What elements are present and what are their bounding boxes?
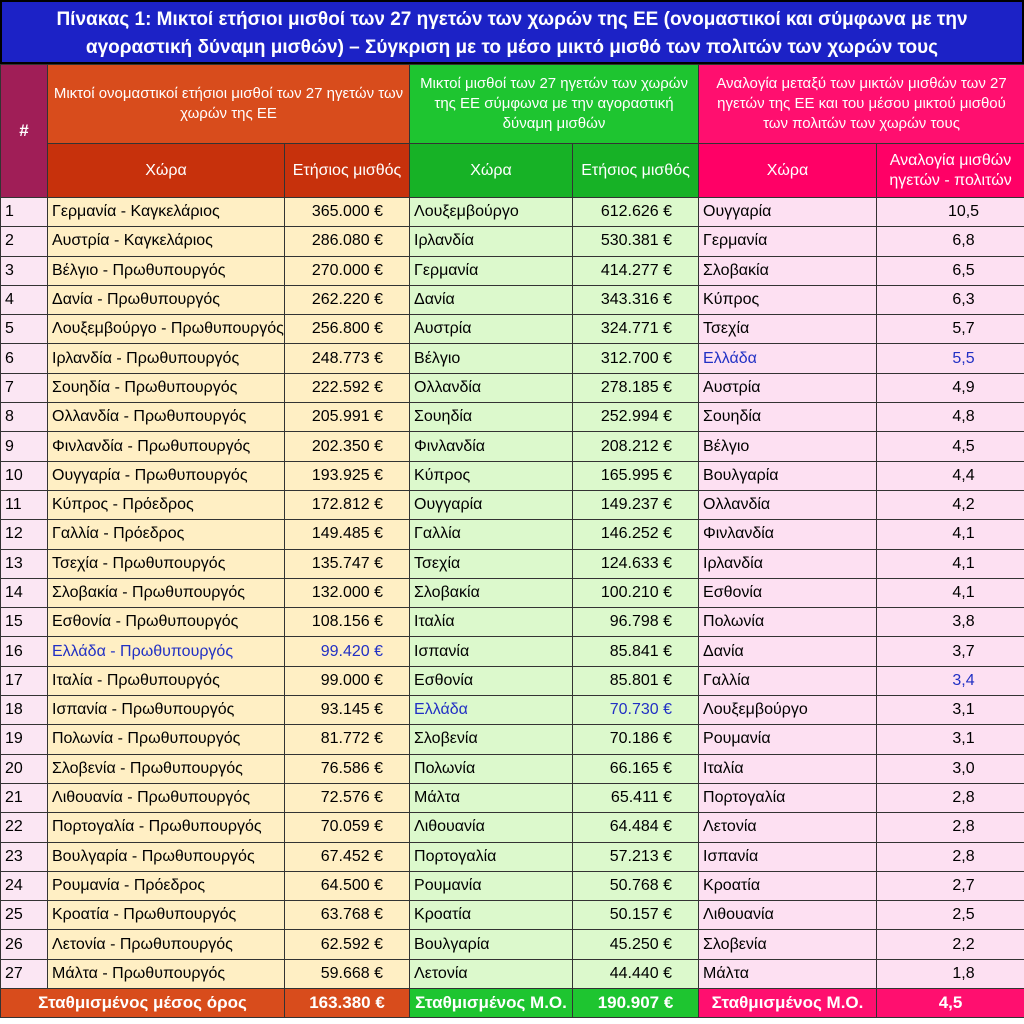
ratio-cell: 2,8 bbox=[877, 813, 1024, 842]
ratio-country-cell: Εσθονία bbox=[699, 578, 877, 607]
row-number: 24 bbox=[1, 871, 48, 900]
nominal-salary-cell: 67.452 € bbox=[285, 842, 410, 871]
nominal-salary-cell: 149.485 € bbox=[285, 520, 410, 549]
ratio-header: Αναλογία μισθών ηγετών - πολιτών bbox=[877, 144, 1024, 198]
table-row bbox=[1, 901, 1024, 930]
nominal-salary-cell: 62.592 € bbox=[285, 930, 410, 959]
leader-country-cell: Λετονία - Πρωθυπουργός bbox=[48, 930, 285, 959]
ppp-country-cell: Ουγγαρία bbox=[410, 490, 573, 519]
ratio-country-cell: Βουλγαρία bbox=[699, 461, 877, 490]
row-number: 2 bbox=[1, 227, 48, 256]
table-row bbox=[1, 285, 1024, 314]
table-row bbox=[1, 315, 1024, 344]
row-number: 12 bbox=[1, 520, 48, 549]
leader-country-cell: Ιταλία - Πρωθυπουργός bbox=[48, 666, 285, 695]
ratio-country-cell: Δανία bbox=[699, 637, 877, 666]
footer-label-3: Σταθμισμένος Μ.Ο. bbox=[699, 989, 877, 1018]
ppp-salary-cell: 124.633 € bbox=[573, 549, 699, 578]
leader-country-cell: Σλοβενία - Πρωθυπουργός bbox=[48, 754, 285, 783]
ratio-cell: 6,8 bbox=[877, 227, 1024, 256]
title-line-2: αγοραστική δύναμη μισθών) – Σύγκριση με το μέσο μικτό μισθό των πολιτών των χωρών τους bbox=[85, 37, 939, 58]
leader-country-cell: Κροατία - Πρωθυπουργός bbox=[48, 901, 285, 930]
table-row bbox=[1, 725, 1024, 754]
ppp-salary-cell: 146.252 € bbox=[573, 520, 699, 549]
leader-country-cell: Μάλτα - Πρωθυπουργός bbox=[48, 959, 285, 988]
leader-country-cell: Ελλάδα - Πρωθυπουργός bbox=[48, 637, 285, 666]
ratio-cell: 2,5 bbox=[877, 901, 1024, 930]
ratio-country-cell: Γαλλία bbox=[699, 666, 877, 695]
nominal-salary-cell: 256.800 € bbox=[285, 315, 410, 344]
nominal-salary-cell: 205.991 € bbox=[285, 403, 410, 432]
row-number: 15 bbox=[1, 608, 48, 637]
ppp-country-cell: Σουηδία bbox=[410, 403, 573, 432]
nominal-salary-cell: 365.000 € bbox=[285, 198, 410, 227]
row-number: 10 bbox=[1, 461, 48, 490]
table-row bbox=[1, 842, 1024, 871]
ratio-country-cell: Πορτογαλία bbox=[699, 783, 877, 812]
nominal-salary-cell: 59.668 € bbox=[285, 959, 410, 988]
ratio-country-cell: Κροατία bbox=[699, 871, 877, 900]
table-row bbox=[1, 373, 1024, 402]
row-number: 18 bbox=[1, 696, 48, 725]
row-number: 6 bbox=[1, 344, 48, 373]
group1-header: Μικτοί ονομαστικοί ετήσιοι μισθοί των 27 ηγετών των χωρών της ΕΕ bbox=[48, 65, 410, 144]
ratio-country-cell: Ισπανία bbox=[699, 842, 877, 871]
ppp-salary-cell: 50.768 € bbox=[573, 871, 699, 900]
ppp-salary-cell: 50.157 € bbox=[573, 901, 699, 930]
row-number: 22 bbox=[1, 813, 48, 842]
ppp-country-cell: Ιταλία bbox=[410, 608, 573, 637]
ppp-salary-cell: 324.771 € bbox=[573, 315, 699, 344]
salaries-table bbox=[0, 64, 1024, 1018]
ppp-country-cell: Κύπρος bbox=[410, 461, 573, 490]
ratio-country-cell: Βέλγιο bbox=[699, 432, 877, 461]
nominal-salary-cell: 135.747 € bbox=[285, 549, 410, 578]
ppp-salary-cell: 252.994 € bbox=[573, 403, 699, 432]
nominal-salary-cell: 81.772 € bbox=[285, 725, 410, 754]
row-number: 17 bbox=[1, 666, 48, 695]
ppp-salary-cell: 65.411 € bbox=[573, 783, 699, 812]
ppp-salary-cell: 208.212 € bbox=[573, 432, 699, 461]
ratio-country-cell: Φινλανδία bbox=[699, 520, 877, 549]
table-body bbox=[1, 198, 1024, 989]
ratio-cell: 4,2 bbox=[877, 490, 1024, 519]
ppp-country-cell: Εσθονία bbox=[410, 666, 573, 695]
nominal-salary-cell: 132.000 € bbox=[285, 578, 410, 607]
country-header-1: Χώρα bbox=[48, 144, 285, 198]
ppp-country-cell: Πολωνία bbox=[410, 754, 573, 783]
row-number: 26 bbox=[1, 930, 48, 959]
ratio-country-cell: Τσεχία bbox=[699, 315, 877, 344]
ratio-cell: 4,9 bbox=[877, 373, 1024, 402]
leader-country-cell: Γαλλία - Πρόεδρος bbox=[48, 520, 285, 549]
ppp-salary-cell: 278.185 € bbox=[573, 373, 699, 402]
ppp-country-cell: Δανία bbox=[410, 285, 573, 314]
ratio-country-cell: Σλοβενία bbox=[699, 930, 877, 959]
ratio-country-cell: Σουηδία bbox=[699, 403, 877, 432]
table-row bbox=[1, 637, 1024, 666]
ratio-cell: 4,1 bbox=[877, 578, 1024, 607]
ppp-salary-cell: 44.440 € bbox=[573, 959, 699, 988]
ratio-cell: 2,7 bbox=[877, 871, 1024, 900]
table-row bbox=[1, 549, 1024, 578]
table-row bbox=[1, 432, 1024, 461]
ppp-salary-cell: 149.237 € bbox=[573, 490, 699, 519]
nominal-salary-cell: 270.000 € bbox=[285, 256, 410, 285]
row-number: 5 bbox=[1, 315, 48, 344]
table-row bbox=[1, 578, 1024, 607]
ratio-cell: 10,5 bbox=[877, 198, 1024, 227]
row-number: 14 bbox=[1, 578, 48, 607]
ppp-salary-cell: 612.626 € bbox=[573, 198, 699, 227]
ratio-country-cell: Κύπρος bbox=[699, 285, 877, 314]
ratio-country-cell: Ουγγαρία bbox=[699, 198, 877, 227]
ratio-cell: 4,4 bbox=[877, 461, 1024, 490]
ppp-salary-cell: 66.165 € bbox=[573, 754, 699, 783]
table-row bbox=[1, 198, 1024, 227]
salary-header-2: Ετήσιος μισθός bbox=[573, 144, 699, 198]
leader-country-cell: Φινλανδία - Πρωθυπουργός bbox=[48, 432, 285, 461]
nominal-salary-cell: 248.773 € bbox=[285, 344, 410, 373]
ppp-salary-cell: 45.250 € bbox=[573, 930, 699, 959]
ratio-country-cell: Ιταλία bbox=[699, 754, 877, 783]
leader-country-cell: Λουξεμβούργο - Πρωθυπουργός bbox=[48, 315, 285, 344]
nominal-salary-cell: 108.156 € bbox=[285, 608, 410, 637]
ppp-salary-cell: 414.277 € bbox=[573, 256, 699, 285]
ratio-country-cell: Αυστρία bbox=[699, 373, 877, 402]
row-number: 13 bbox=[1, 549, 48, 578]
hash-header: # bbox=[1, 65, 48, 198]
ratio-cell: 3,8 bbox=[877, 608, 1024, 637]
leader-country-cell: Ιρλανδία - Πρωθυπουργός bbox=[48, 344, 285, 373]
ppp-country-cell: Ελλάδα bbox=[410, 696, 573, 725]
ratio-cell: 3,1 bbox=[877, 725, 1024, 754]
leader-country-cell: Ουγγαρία - Πρωθυπουργός bbox=[48, 461, 285, 490]
leader-country-cell: Βέλγιο - Πρωθυπουργός bbox=[48, 256, 285, 285]
ratio-cell: 6,5 bbox=[877, 256, 1024, 285]
leader-country-cell: Κύπρος - Πρόεδρος bbox=[48, 490, 285, 519]
ratio-cell: 5,7 bbox=[877, 315, 1024, 344]
leader-country-cell: Ισπανία - Πρωθυπουργός bbox=[48, 696, 285, 725]
row-number: 21 bbox=[1, 783, 48, 812]
country-header-2: Χώρα bbox=[410, 144, 573, 198]
ratio-country-cell: Ιρλανδία bbox=[699, 549, 877, 578]
ppp-country-cell: Σλοβενία bbox=[410, 725, 573, 754]
ppp-country-cell: Τσεχία bbox=[410, 549, 573, 578]
ppp-salary-cell: 343.316 € bbox=[573, 285, 699, 314]
row-number: 3 bbox=[1, 256, 48, 285]
footer-label-1: Σταθμισμένος μέσος όρος bbox=[1, 989, 285, 1018]
ppp-salary-cell: 100.210 € bbox=[573, 578, 699, 607]
ppp-country-cell: Λετονία bbox=[410, 959, 573, 988]
ppp-country-cell: Μάλτα bbox=[410, 783, 573, 812]
nominal-salary-cell: 99.000 € bbox=[285, 666, 410, 695]
nominal-salary-cell: 172.812 € bbox=[285, 490, 410, 519]
table-row bbox=[1, 930, 1024, 959]
group3-header: Αναλογία μεταξύ των μικτών μισθών των 27 ηγετών της ΕΕ και του μέσου μικτού μισθού των πολιτών των χωρών τους bbox=[699, 65, 1024, 144]
ppp-country-cell: Βουλγαρία bbox=[410, 930, 573, 959]
table-row bbox=[1, 959, 1024, 988]
ppp-salary-cell: 312.700 € bbox=[573, 344, 699, 373]
ppp-country-cell: Ιρλανδία bbox=[410, 227, 573, 256]
leader-country-cell: Ρουμανία - Πρόεδρος bbox=[48, 871, 285, 900]
table-row bbox=[1, 227, 1024, 256]
footer-value-3: 4,5 bbox=[877, 989, 1024, 1018]
leader-country-cell: Βουλγαρία - Πρωθυπουργός bbox=[48, 842, 285, 871]
ratio-cell: 1,8 bbox=[877, 959, 1024, 988]
ppp-country-cell: Ισπανία bbox=[410, 637, 573, 666]
row-number: 27 bbox=[1, 959, 48, 988]
table-row bbox=[1, 344, 1024, 373]
footer-value-2: 190.907 € bbox=[573, 989, 699, 1018]
ratio-country-cell: Πολωνία bbox=[699, 608, 877, 637]
ratio-cell: 5,5 bbox=[877, 344, 1024, 373]
leader-country-cell: Σουηδία - Πρωθυπουργός bbox=[48, 373, 285, 402]
row-number: 9 bbox=[1, 432, 48, 461]
leader-country-cell: Εσθονία - Πρωθυπουργός bbox=[48, 608, 285, 637]
nominal-salary-cell: 63.768 € bbox=[285, 901, 410, 930]
ppp-country-cell: Λιθουανία bbox=[410, 813, 573, 842]
table-row bbox=[1, 608, 1024, 637]
row-number: 20 bbox=[1, 754, 48, 783]
leader-country-cell: Αυστρία - Καγκελάριος bbox=[48, 227, 285, 256]
ratio-cell: 3,0 bbox=[877, 754, 1024, 783]
ratio-cell: 2,8 bbox=[877, 842, 1024, 871]
leader-country-cell: Ολλανδία - Πρωθυπουργός bbox=[48, 403, 285, 432]
table-row bbox=[1, 696, 1024, 725]
nominal-salary-cell: 76.586 € bbox=[285, 754, 410, 783]
ratio-country-cell: Ολλανδία bbox=[699, 490, 877, 519]
row-number: 25 bbox=[1, 901, 48, 930]
salary-header-1: Ετήσιος μισθός bbox=[285, 144, 410, 198]
nominal-salary-cell: 99.420 € bbox=[285, 637, 410, 666]
table-row bbox=[1, 783, 1024, 812]
ppp-country-cell: Αυστρία bbox=[410, 315, 573, 344]
leader-country-cell: Πορτογαλία - Πρωθυπουργός bbox=[48, 813, 285, 842]
ppp-country-cell: Λουξεμβούργο bbox=[410, 198, 573, 227]
nominal-salary-cell: 262.220 € bbox=[285, 285, 410, 314]
ppp-salary-cell: 70.730 € bbox=[573, 696, 699, 725]
ratio-country-cell: Μάλτα bbox=[699, 959, 877, 988]
ppp-salary-cell: 96.798 € bbox=[573, 608, 699, 637]
ppp-salary-cell: 85.841 € bbox=[573, 637, 699, 666]
nominal-salary-cell: 193.925 € bbox=[285, 461, 410, 490]
ratio-country-cell: Γερμανία bbox=[699, 227, 877, 256]
ratio-cell: 3,1 bbox=[877, 696, 1024, 725]
ppp-country-cell: Φινλανδία bbox=[410, 432, 573, 461]
ratio-country-cell: Ελλάδα bbox=[699, 344, 877, 373]
ppp-salary-cell: 57.213 € bbox=[573, 842, 699, 871]
table-row bbox=[1, 520, 1024, 549]
nominal-salary-cell: 64.500 € bbox=[285, 871, 410, 900]
ppp-salary-cell: 64.484 € bbox=[573, 813, 699, 842]
ppp-country-cell: Βέλγιο bbox=[410, 344, 573, 373]
ratio-cell: 3,7 bbox=[877, 637, 1024, 666]
nominal-salary-cell: 286.080 € bbox=[285, 227, 410, 256]
table-row bbox=[1, 461, 1024, 490]
leader-country-cell: Σλοβακία - Πρωθυπουργός bbox=[48, 578, 285, 607]
table-row bbox=[1, 666, 1024, 695]
ppp-salary-cell: 165.995 € bbox=[573, 461, 699, 490]
ppp-country-cell: Γερμανία bbox=[410, 256, 573, 285]
nominal-salary-cell: 70.059 € bbox=[285, 813, 410, 842]
ppp-country-cell: Ρουμανία bbox=[410, 871, 573, 900]
ppp-country-cell: Κροατία bbox=[410, 901, 573, 930]
row-number: 1 bbox=[1, 198, 48, 227]
leader-country-cell: Πολωνία - Πρωθυπουργός bbox=[48, 725, 285, 754]
leader-country-cell: Γερμανία - Καγκελάριος bbox=[48, 198, 285, 227]
nominal-salary-cell: 72.576 € bbox=[285, 783, 410, 812]
row-number: 19 bbox=[1, 725, 48, 754]
ppp-salary-cell: 85.801 € bbox=[573, 666, 699, 695]
row-number: 4 bbox=[1, 285, 48, 314]
row-number: 16 bbox=[1, 637, 48, 666]
ppp-country-cell: Γαλλία bbox=[410, 520, 573, 549]
ratio-cell: 3,4 bbox=[877, 666, 1024, 695]
ppp-country-cell: Ολλανδία bbox=[410, 373, 573, 402]
group2-header: Μικτοί μισθοί των 27 ηγετών των χωρών της ΕΕ σύμφωνα με την αγοραστική δύναμη μισθών bbox=[410, 65, 699, 144]
table-row bbox=[1, 813, 1024, 842]
ratio-cell: 4,1 bbox=[877, 549, 1024, 578]
ratio-country-cell: Λιθουανία bbox=[699, 901, 877, 930]
ratio-cell: 2,2 bbox=[877, 930, 1024, 959]
footer-value-1: 163.380 € bbox=[285, 989, 410, 1018]
ratio-cell: 2,8 bbox=[877, 783, 1024, 812]
leader-country-cell: Λιθουανία - Πρωθυπουργός bbox=[48, 783, 285, 812]
ratio-country-cell: Λετονία bbox=[699, 813, 877, 842]
ppp-country-cell: Πορτογαλία bbox=[410, 842, 573, 871]
row-number: 8 bbox=[1, 403, 48, 432]
ppp-country-cell: Σλοβακία bbox=[410, 578, 573, 607]
nominal-salary-cell: 222.592 € bbox=[285, 373, 410, 402]
table-row bbox=[1, 256, 1024, 285]
ratio-cell: 6,3 bbox=[877, 285, 1024, 314]
ratio-cell: 4,1 bbox=[877, 520, 1024, 549]
ppp-salary-cell: 70.186 € bbox=[573, 725, 699, 754]
title-line-1: Πίνακας 1: Μικτοί ετήσιοι μισθοί των 27 ηγετών των χωρών της ΕΕ (ονομαστικοί και σύμφωνα με την bbox=[56, 9, 968, 30]
leader-country-cell: Δανία - Πρωθυπουργός bbox=[48, 285, 285, 314]
ratio-country-cell: Σλοβακία bbox=[699, 256, 877, 285]
ratio-cell: 4,5 bbox=[877, 432, 1024, 461]
table-title bbox=[0, 0, 1024, 64]
country-header-3: Χώρα bbox=[699, 144, 877, 198]
leader-country-cell: Τσεχία - Πρωθυπουργός bbox=[48, 549, 285, 578]
ratio-cell: 4,8 bbox=[877, 403, 1024, 432]
table-row bbox=[1, 754, 1024, 783]
ratio-country-cell: Λουξεμβούργο bbox=[699, 696, 877, 725]
ppp-salary-cell: 530.381 € bbox=[573, 227, 699, 256]
ratio-country-cell: Ρουμανία bbox=[699, 725, 877, 754]
row-number: 7 bbox=[1, 373, 48, 402]
row-number: 23 bbox=[1, 842, 48, 871]
nominal-salary-cell: 202.350 € bbox=[285, 432, 410, 461]
nominal-salary-cell: 93.145 € bbox=[285, 696, 410, 725]
table-row bbox=[1, 403, 1024, 432]
footer-label-2: Σταθμισμένος Μ.Ο. bbox=[410, 989, 573, 1018]
table-row bbox=[1, 871, 1024, 900]
table-row bbox=[1, 490, 1024, 519]
row-number: 11 bbox=[1, 490, 48, 519]
